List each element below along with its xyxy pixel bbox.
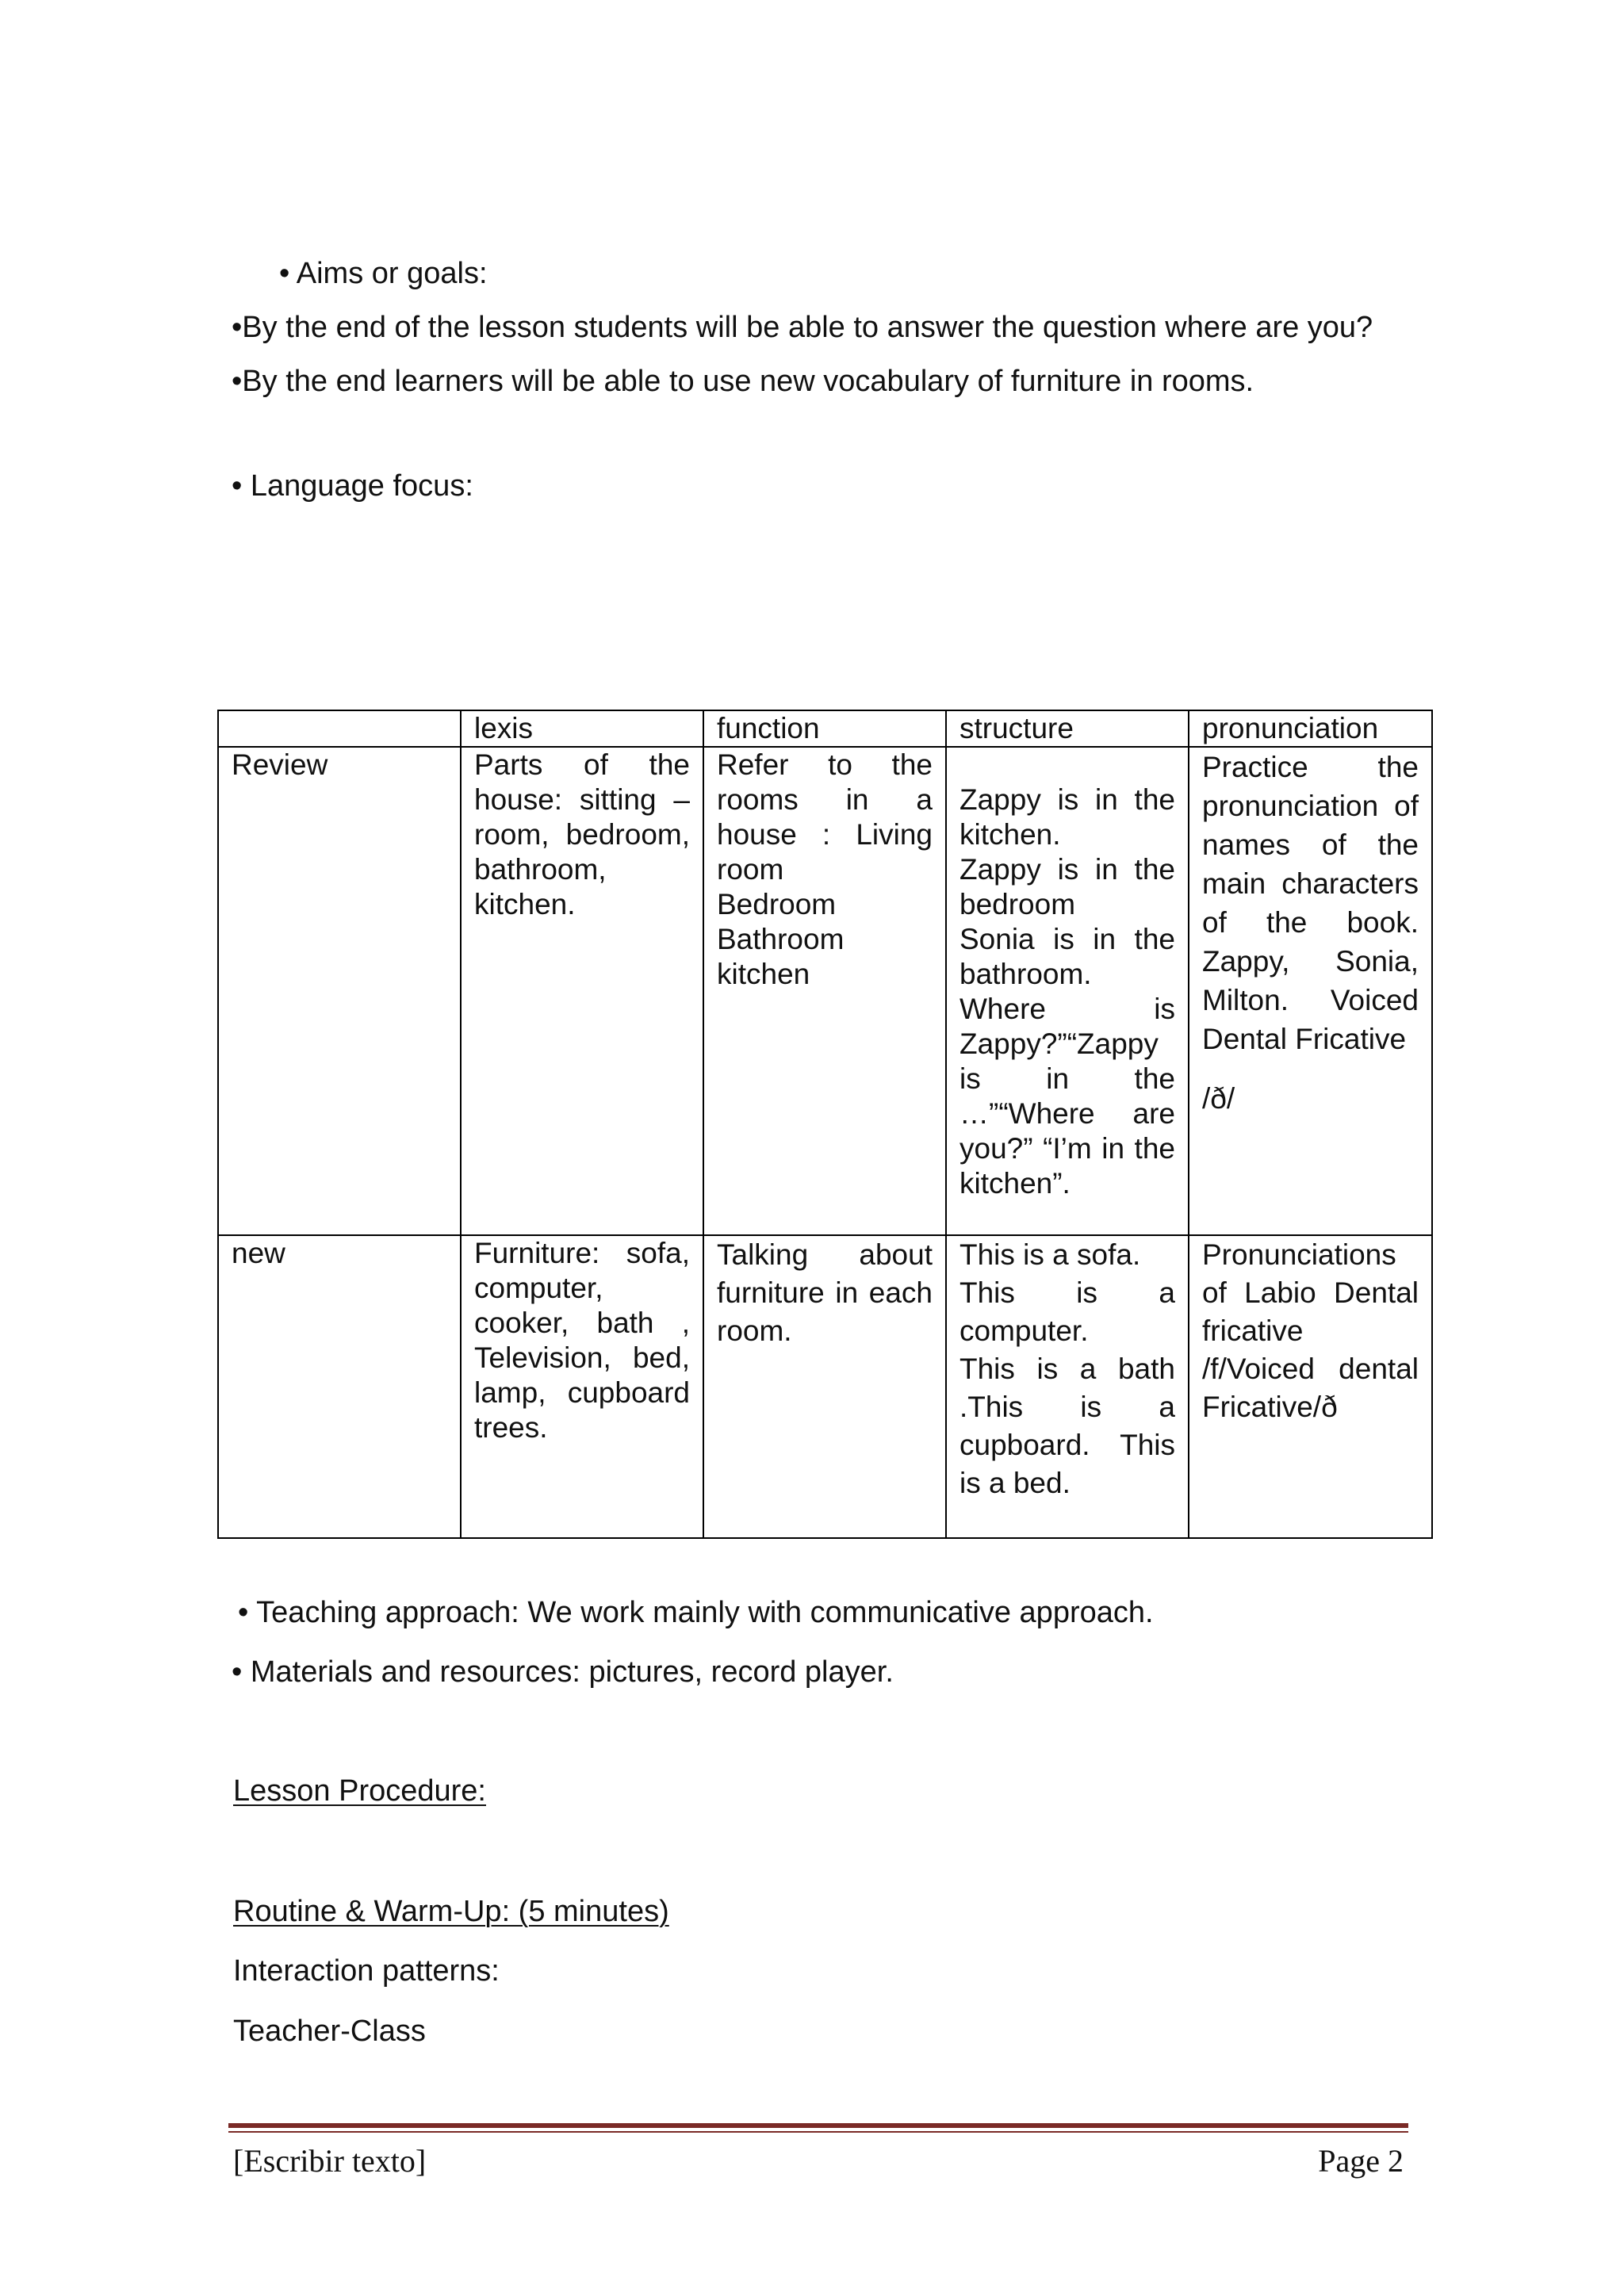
review-structure-line: Sonia is in the bathroom. [959, 923, 1175, 990]
row-label-new: new [218, 1235, 461, 1538]
teacher-class-label: Teacher-Class [233, 2015, 426, 2048]
language-focus-heading: • Language focus: [232, 469, 473, 503]
review-function-line: Bathroom [717, 923, 845, 955]
header-cell-structure: structure [946, 710, 1189, 747]
new-pronunciation-cell: Pronunciations of Labio Dental fricative /f/Voiced dental Fricative/ð [1189, 1235, 1432, 1538]
new-lexis-cell: Furniture: sofa, computer, cooker, bath , Television, bed, lamp, cupboard trees. [461, 1235, 703, 1538]
review-function-line: Bedroom [717, 888, 837, 920]
footer-rule-thick [228, 2123, 1408, 2128]
lesson-procedure-heading: Lesson Procedure: [233, 1774, 486, 1808]
routine-warmup-heading: Routine & Warm-Up: (5 minutes) [233, 1895, 669, 1928]
teaching-approach: • Teaching approach: We work mainly with communicative approach. [238, 1596, 1154, 1629]
review-structure-line: Where is Zappy?”“Zappy is in the …”“Where are you?” “I’m in the kitchen”. [959, 993, 1175, 1200]
footer-rule-thin [228, 2131, 1408, 2133]
review-function-line: Refer to the rooms in a house : Living room [717, 748, 933, 886]
aims-bullet-2: •By the end learners will be able to use new vocabulary of furniture in rooms. [232, 365, 1254, 398]
materials-resources: • Materials and resources: pictures, record player. [232, 1655, 894, 1689]
footer-left-text: [Escribir texto] [233, 2143, 427, 2179]
row-label-review: Review [218, 747, 461, 1235]
new-function-cell: Talking about furniture in each room. [703, 1235, 946, 1538]
table-header-row [218, 710, 1432, 747]
aims-bullet-1: •By the end of the lesson students will be able to answer the question where are you? [232, 311, 1373, 344]
header-cell-pronunciation: pronunciation [1189, 710, 1432, 747]
review-pronunciation-text: Practice the pronunciation of names of the main characters of the book. Zappy, Sonia, Milton. Voiced Dental Fricative [1202, 751, 1419, 1055]
review-structure-line: Zappy is in the kitchen. [959, 783, 1175, 851]
new-structure-line: This is a computer. [959, 1276, 1175, 1347]
language-focus-table [217, 710, 1433, 1539]
phoneme-symbol: /ð/ [1202, 1082, 1235, 1115]
review-structure-line: Zappy is in the bedroom [959, 853, 1175, 920]
table-row-new [218, 1235, 1432, 1538]
review-function-line: kitchen [717, 958, 810, 990]
header-cell-lexis: lexis [461, 710, 703, 747]
review-pronunciation-cell [1189, 747, 1432, 1235]
header-cell-empty [218, 710, 461, 747]
review-lexis-cell: Parts of the house: sitting – room, bedroom, bathroom, kitchen. [461, 747, 703, 1235]
header-cell-function: function [703, 710, 946, 747]
table-row-review [218, 747, 1432, 1235]
new-structure-cell [946, 1235, 1189, 1538]
review-function-cell [703, 747, 946, 1235]
new-structure-line: This is a sofa. [959, 1238, 1141, 1271]
new-structure-line: This is a bath .This is a cupboard. This is a bed. [959, 1353, 1175, 1499]
page-number: Page 2 [1318, 2143, 1404, 2179]
review-structure-cell [946, 747, 1189, 1235]
aims-heading: • Aims or goals: [279, 257, 488, 290]
interaction-patterns-label: Interaction patterns: [233, 1954, 500, 1988]
